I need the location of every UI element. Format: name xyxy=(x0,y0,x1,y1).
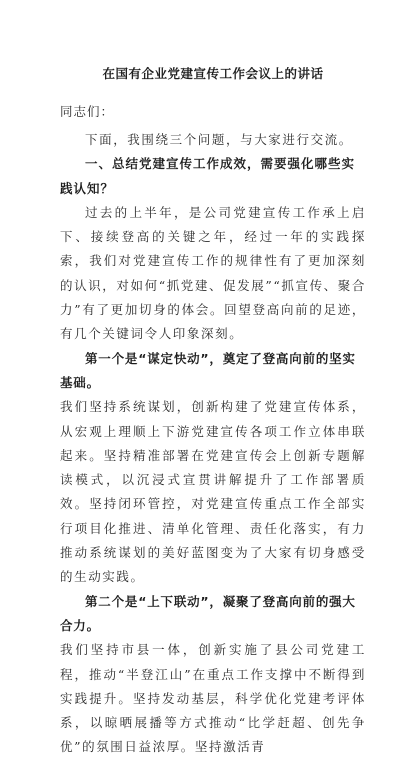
point-two-lead-text: 第二个是“上下联动”，凝聚了登高向前的强大合力。 xyxy=(60,593,356,633)
section-body-paragraph: 过去的上半年，是公司党建宣传工作承上启下、接续登高的关键之年，经过一年的实践探索，我们对党建宣传工作的规律性有了更加深刻的认识，对如何“抓党建、促发展”“抓宣传、聚合力”有了更加切身的体会。回望登高向前的足迹，有几个关键词令人印象深刻。 xyxy=(60,204,366,342)
point-one-lead xyxy=(60,347,366,396)
point-one-lead-text: 第一个是“谋定快动”，奠定了登高向前的坚实基础。 xyxy=(60,350,356,390)
section-heading: 一、总结党建宣传工作成效，需要强化哪些实践认知？ xyxy=(60,156,356,196)
point-one-body: 我们坚持系统谋划，创新构建了党建宣传体系，从宏观上理顺上下游党建宣传各项工作立体串联起来。坚持精准部署在党建宣传会上创新专题解读模式，以沉浸式宣贯讲解提升了工作部署质效。坚持闭环管控，对党建宣传重点工作全部实行项目化推进、清单化管理、责任化落实，有力推动系统谋划的美好蓝图变为了大家有切身感受的生动实践。 xyxy=(60,399,366,585)
salutation: 同志们： xyxy=(60,104,115,119)
document-title: 在国有企业党建宣传工作会议上的讲话 xyxy=(102,66,324,81)
point-two-body: 我们坚持市县一体，创新实施了县公司党建工程，推动“半登江山”在重点工作支撑中不断得到实践提升。坚持发动基层，科学优化党建考评体系，以晾晒展播等方式推动“比学赶超、创先争优”的氛围日益浓厚。坚持激活青 xyxy=(60,642,366,755)
intro-paragraph: 下面，我围绕三个问题，与大家进行交流。 xyxy=(85,132,353,147)
point-two-lead xyxy=(60,590,366,639)
